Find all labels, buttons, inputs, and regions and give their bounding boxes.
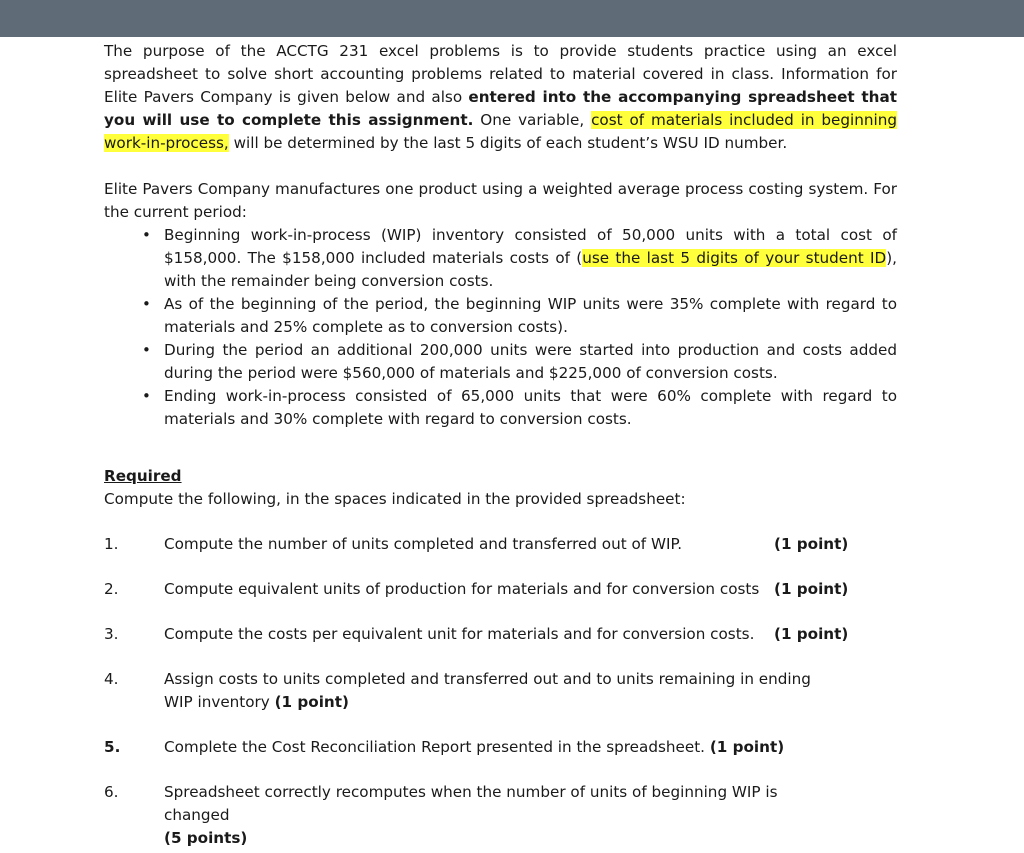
intro-bold-text: entered into the accompanying spreadsheet that you will use to complete this assignment. bbox=[104, 88, 897, 129]
bullet-4-text: Ending work-in-process consisted of 65,000 units that were 60% complete with regard to materials and 30% complete with regard to conversion costs. bbox=[164, 387, 897, 428]
document-page bbox=[0, 37, 1024, 853]
bullet-1-text-a: Beginning work-in-process (WIP) inventory consisted of 50,000 units with a total cost of $158,000. The $158,000 included materials costs of ( bbox=[164, 226, 897, 267]
question-text: Spreadsheet correctly recomputes when the number of units of beginning WIP is changed bbox=[164, 783, 778, 824]
question-points-inline: (1 point) bbox=[274, 693, 349, 711]
window-top-bar bbox=[0, 0, 1024, 37]
question-row bbox=[104, 668, 897, 714]
bullet-2-text: As of the beginning of the period, the beginning WIP units were 35% complete with regard to materials and 25% complete as to conversion costs). bbox=[164, 295, 897, 336]
question-points-inline: (1 point) bbox=[709, 738, 785, 756]
question-number: 4. bbox=[104, 670, 119, 688]
question-number: 3. bbox=[104, 625, 119, 643]
intro-text-1: The purpose of the ACCTG 231 excel problems is to provide students practice using an excel spreadsheet to solve short accounting problems related to material covered in class. Information for Elite Pavers Company is given below and also bbox=[104, 42, 897, 106]
question-row bbox=[104, 623, 897, 646]
question-text: Compute equivalent units of production for materials and for conversion costs bbox=[164, 580, 760, 598]
bullet-icon: • bbox=[142, 341, 151, 359]
question-points: (1 point) bbox=[774, 535, 849, 553]
intro-text-2: One variable, bbox=[473, 111, 592, 129]
question-row bbox=[104, 736, 897, 759]
question-text: Compute the costs per equivalent unit for materials and for conversion costs. bbox=[164, 625, 755, 643]
company-paragraph: Elite Pavers Company manufactures one product using a weighted average process costing system. For the current period: bbox=[104, 180, 897, 221]
intro-highlight: cost of materials included in beginning work-in-process, bbox=[104, 111, 898, 152]
facts-list bbox=[104, 224, 897, 431]
intro-text-3: will be determined by the last 5 digits of each student’s WSU ID number. bbox=[228, 134, 788, 152]
bullet-1-highlight: use the last 5 digits of your student ID bbox=[582, 249, 887, 267]
question-number: 2. bbox=[104, 580, 119, 598]
document-body bbox=[104, 40, 897, 850]
question-text: Assign costs to units completed and transferred out and to units remaining in ending WIP inventory bbox=[164, 670, 811, 711]
list-item bbox=[104, 224, 897, 293]
question-points: (1 point) bbox=[774, 625, 849, 643]
question-row bbox=[104, 578, 897, 601]
list-item bbox=[104, 293, 897, 339]
question-points: (1 point) bbox=[774, 580, 849, 598]
required-instruction: Compute the following, in the spaces indicated in the provided spreadsheet: bbox=[104, 490, 686, 508]
question-number: 6. bbox=[104, 783, 119, 801]
bullet-icon: • bbox=[142, 226, 151, 244]
intro-paragraph bbox=[104, 40, 897, 155]
bullet-1-text-b: ), with the remainder being conversion costs. bbox=[164, 249, 897, 290]
question-number: 5. bbox=[104, 738, 121, 756]
list-item bbox=[104, 385, 897, 431]
question-text: Compute the number of units completed and transferred out of WIP. bbox=[164, 535, 683, 553]
question-text: Complete the Cost Reconciliation Report presented in the spreadsheet. bbox=[164, 738, 710, 756]
question-number: 1. bbox=[104, 535, 119, 553]
required-heading: Required bbox=[104, 467, 182, 485]
question-row bbox=[104, 781, 897, 850]
bullet-3-text: During the period an additional 200,000 units were started into production and costs added during the period were $560,000 of materials and $225,000 of conversion costs. bbox=[164, 341, 897, 382]
bullet-icon: • bbox=[142, 295, 151, 313]
bullet-icon: • bbox=[142, 387, 151, 405]
question-points-inline: (5 points) bbox=[164, 829, 248, 847]
question-row bbox=[104, 533, 897, 556]
list-item bbox=[104, 339, 897, 385]
